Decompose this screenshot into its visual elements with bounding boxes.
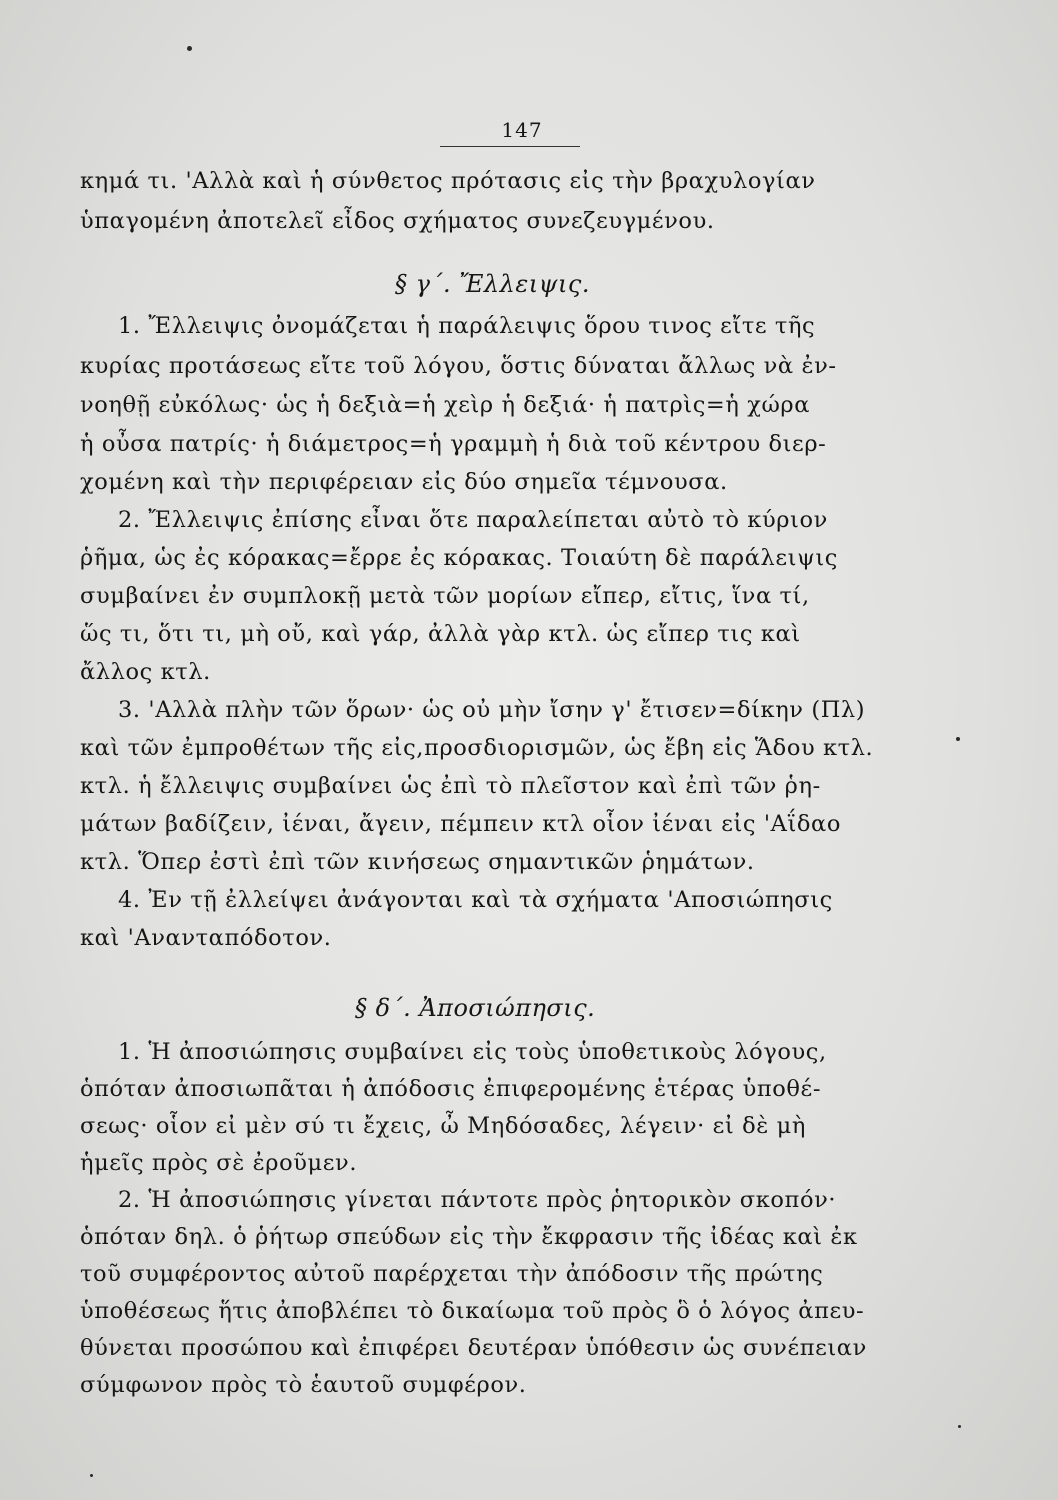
text-line: ὑποθέσεως ἥτις ἀποβλέπει τὸ δικαίωμα τοῦ πρὸς ὃ ὁ λόγος ἀπευ- (80, 1298, 865, 1324)
ink-speck (90, 1474, 93, 1477)
text-line: καὶ 'Ανανταπόδοτον. (80, 925, 332, 951)
page-number: 147 (501, 118, 543, 142)
ink-speck (958, 1425, 961, 1428)
text-line: κημά τι. 'Αλλὰ καὶ ἡ σύνθετος πρότασις εἰς τὴν βραχυλογίαν (80, 168, 816, 194)
text-line: ὁπόταν ἀποσιωπᾶται ἡ ἀπόδοσις ἐπιφερομένης ἑτέρας ὑποθέ- (80, 1076, 822, 1102)
section-heading-delta: § δ΄. Ἀποσιώπησις. (355, 994, 596, 1022)
text-line: μάτων βαδίζειν, ἰέναι, ἄγειν, πέμπειν κτλ οἷον ἰέναι εἰς 'Αΐδαο (80, 811, 841, 837)
text-line: 4. Ἐν τῇ ἐλλείψει ἀνάγονται καὶ τὰ σχήματα 'Αποσιώπησις (118, 887, 833, 913)
text-line: 1. Ἡ ἀποσιώπησις συμβαίνει εἰς τοὺς ὑποθετικοὺς λόγους, (118, 1039, 827, 1065)
text-line: ὁπόταν δηλ. ὁ ῥήτωρ σπεύδων εἰς τὴν ἔκφρασιν τῆς ἰδέας καὶ ἐκ (80, 1224, 858, 1250)
text-line: σύμφωνον πρὸς τὸ ἑαυτοῦ συμφέρον. (80, 1372, 527, 1398)
text-line: 2. Ἡ ἀποσιώπησις γίνεται πάντοτε πρὸς ῥητορικὸν σκοπόν· (118, 1187, 837, 1213)
text-line: νοηθῇ εὐκόλως· ὡς ἡ δεξιὰ=ἡ χεὶρ ἡ δεξιά· ἡ πατρὶς=ἡ χώρα (80, 392, 811, 418)
text-line: κτλ. ἡ ἔλλειψις συμβαίνει ὡς ἐπὶ τὸ πλεῖστον καὶ ἐπὶ τῶν ῥη- (80, 773, 821, 799)
text-line: καὶ τῶν ἐμπροθέτων τῆς εἰς,προσδιορισμῶν, ὡς ἔβη εἰς Ἅδου κτλ. (80, 735, 874, 761)
text-line: ὑπαγομένη ἀποτελεῖ εἶδος σχήματος συνεζευγμένου. (80, 208, 715, 234)
text-line: συμβαίνει ἐν συμπλοκῇ μετὰ τῶν μορίων εἴπερ, εἴτις, ἵνα τί, (80, 583, 810, 609)
text-line: τοῦ συμφέροντος αὐτοῦ παρέρχεται τὴν ἀπόδοσιν τῆς πρώτης (80, 1261, 824, 1287)
text-line: χομένη καὶ τὴν περιφέρειαν εἰς δύο σημεῖα τέμνουσα. (80, 469, 728, 495)
text-line: 2. Ἔλλειψις ἐπίσης εἶναι ὅτε παραλείπεται αὐτὸ τὸ κύριον (118, 507, 828, 533)
text-line: ἡμεῖς πρὸς σὲ ἐροῦμεν. (80, 1150, 358, 1176)
text-line: ἡ οὖσα πατρίς· ἡ διάμετρος=ἡ γραμμὴ ἡ διὰ τοῦ κέντρου διερ- (80, 431, 827, 457)
ink-speck (187, 46, 192, 51)
text-line: 3. 'Αλλὰ πλὴν τῶν ὅρων· ὡς οὐ μὴν ἴσην γ' ἔτισεν=δίκην (Πλ) (118, 697, 866, 723)
page-number-rule (440, 146, 580, 147)
section-heading-gamma: § γ΄. Ἔλλειψις. (395, 270, 590, 298)
text-line: 1. Ἔλλειψις ὀνομάζεται ἡ παράλειψις ὅρου τινος εἴτε τῆς (118, 313, 816, 339)
text-line: ἄλλος κτλ. (80, 659, 211, 685)
text-line: σεως· οἷον εἰ μὲν σύ τι ἔχεις, ὦ Μηδόσαδες, λέγειν· εἰ δὲ μὴ (80, 1113, 806, 1139)
text-line: κυρίας προτάσεως εἴτε τοῦ λόγου, ὅστις δύναται ἄλλως νὰ ἐν- (80, 353, 837, 379)
ink-speck (956, 737, 960, 741)
text-line: ὥς τι, ὅτι τι, μὴ οὔ, καὶ γάρ, ἀλλὰ γὰρ κτλ. ὡς εἴπερ τις καὶ (80, 621, 801, 647)
text-line: ῥῆμα, ὡς ἐς κόρακας=ἔρρε ἐς κόρακας. Τοιαύτη δὲ παράλειψις (80, 545, 838, 571)
text-line: κτλ. Ὅπερ ἐστὶ ἐπὶ τῶν κινήσεως σημαντικῶν ῥημάτων. (80, 849, 755, 875)
text-line: θύνεται προσώπου καὶ ἐπιφέρει δευτέραν ὑπόθεσιν ὡς συνέπειαν (80, 1335, 867, 1361)
